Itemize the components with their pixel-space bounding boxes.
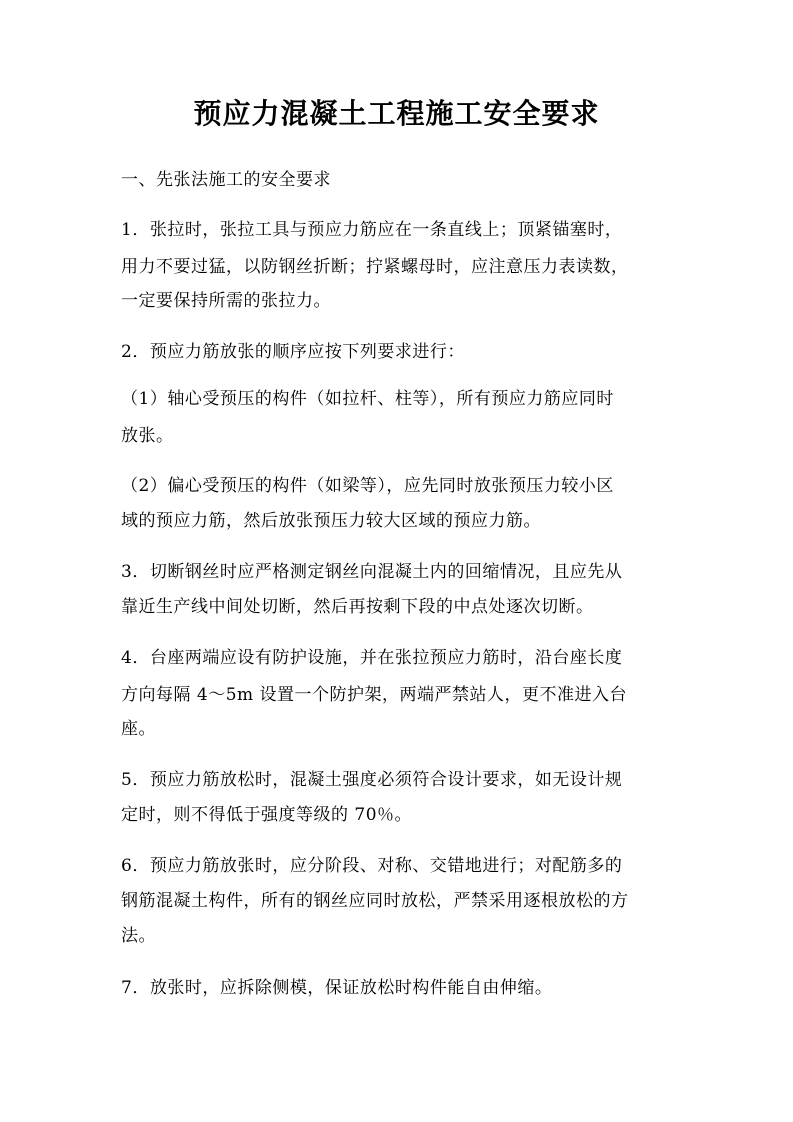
paragraph-3-line-2: 放张。 — [121, 426, 174, 446]
paragraph-5-line-2: 靠近生产线中间处切断，然后再按剩下段的中点处逐次切断。 — [121, 597, 594, 617]
paragraph-4-line-2: 域的预应力筋，然后放张预压力较大区域的预应力筋。 — [121, 511, 541, 531]
paragraph-8-line-2: 钢筋混凝土构件，所有的钢丝应同时放松，严禁采用逐根放松的方 — [121, 891, 629, 911]
paragraph-2-line-1: 2．预应力筋放张的顺序应按下列要求进行： — [121, 342, 465, 362]
paragraph-7-line-1: 5．预应力筋放松时，混凝土强度必须符合设计要求，如无设计规 — [121, 770, 623, 790]
paragraph-5-line-1: 3．切断钢丝时应严格测定钢丝向混凝土内的回缩情况，且应先从 — [121, 562, 623, 582]
document-title: 预应力混凝土工程施工安全要求 — [193, 97, 600, 130]
paragraph-3-line-1: （1）轴心受预压的构件（如拉杆、柱等），所有预应力筋应同时 — [121, 389, 614, 409]
paragraph-8-line-3: 法。 — [121, 926, 156, 946]
paragraph-1-line-1: 1．张拉时，张拉工具与预应力筋应在一条直线上；顶紧锚塞时， — [121, 220, 623, 240]
paragraph-9-line-1: 7．放张时，应拆除侧模，保证放松时构件能自由伸缩。 — [121, 978, 553, 998]
paragraph-4-line-1: （2）偏心受预压的构件（如梁等），应先同时放张预压力较小区 — [121, 476, 614, 496]
paragraph-6-line-2: 方向每隔 4～5m 设置一个防护架，两端严禁站人，更不准进入台 — [121, 685, 628, 705]
section-heading: 一、先张法施工的安全要求 — [121, 170, 331, 190]
paragraph-7-line-2: 定时，则不得低于强度等级的 70％。 — [121, 805, 413, 825]
paragraph-8-line-1: 6．预应力筋放张时，应分阶段、对称、交错地进行；对配筋多的 — [121, 856, 623, 876]
paragraph-1-line-3: 一定要保持所需的张拉力。 — [121, 291, 331, 311]
paragraph-1-line-2: 用力不要过猛，以防钢丝折断；拧紧螺母时，应注意压力表读数， — [121, 257, 629, 277]
paragraph-6-line-1: 4．台座两端应设有防护设施，并在张拉预应力筋时，沿台座长度 — [121, 648, 623, 668]
paragraph-6-line-3: 座。 — [121, 719, 156, 739]
